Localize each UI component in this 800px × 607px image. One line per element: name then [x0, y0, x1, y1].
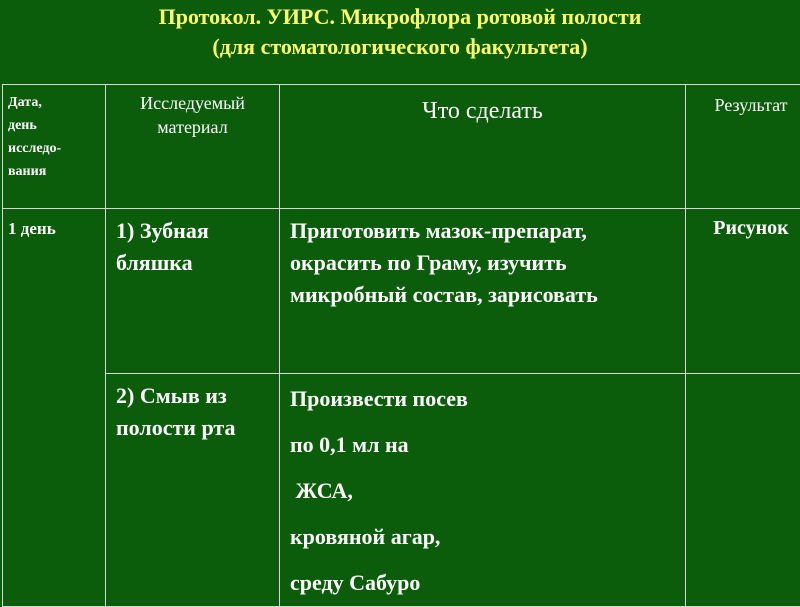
table-header-row	[3, 85, 800, 209]
header-date-line: Дата,	[8, 91, 105, 114]
slide-title	[0, 2, 800, 62]
title-line-2: (для стоматологического факультета)	[0, 32, 800, 62]
material-cell: 1) Зубная бляшка	[106, 209, 280, 374]
material-cell: 2) Смыв из полости рта	[106, 374, 280, 607]
header-date	[3, 85, 106, 209]
header-action: Что сделать	[280, 85, 686, 209]
action-line: среду Сабуро	[290, 560, 681, 606]
result-cell: Рисунок	[686, 209, 800, 374]
day-cell: 1 день	[3, 209, 106, 607]
protocol-table	[2, 84, 800, 607]
header-result: Результат	[686, 85, 800, 209]
action-line: Произвести посев	[290, 376, 681, 422]
action-line: ЖСА,	[290, 468, 681, 514]
header-material: Исследуемый материал	[106, 85, 280, 209]
header-date-line: вания	[8, 160, 105, 183]
result-cell	[686, 374, 800, 607]
action-cell: Приготовить мазок-препарат, окрасить по Граму, изучить микробный состав, зарисовать	[280, 209, 686, 374]
header-date-line: исследо-	[8, 137, 105, 160]
action-line: по 0,1 мл на	[290, 422, 681, 468]
table-row	[3, 209, 800, 374]
action-line: кровяной агар,	[290, 514, 681, 560]
table-row	[3, 374, 800, 607]
title-line-1: Протокол. УИРС. Микрофлора ротовой полости	[0, 2, 800, 32]
action-cell	[280, 374, 686, 607]
header-date-line: день	[8, 114, 105, 137]
